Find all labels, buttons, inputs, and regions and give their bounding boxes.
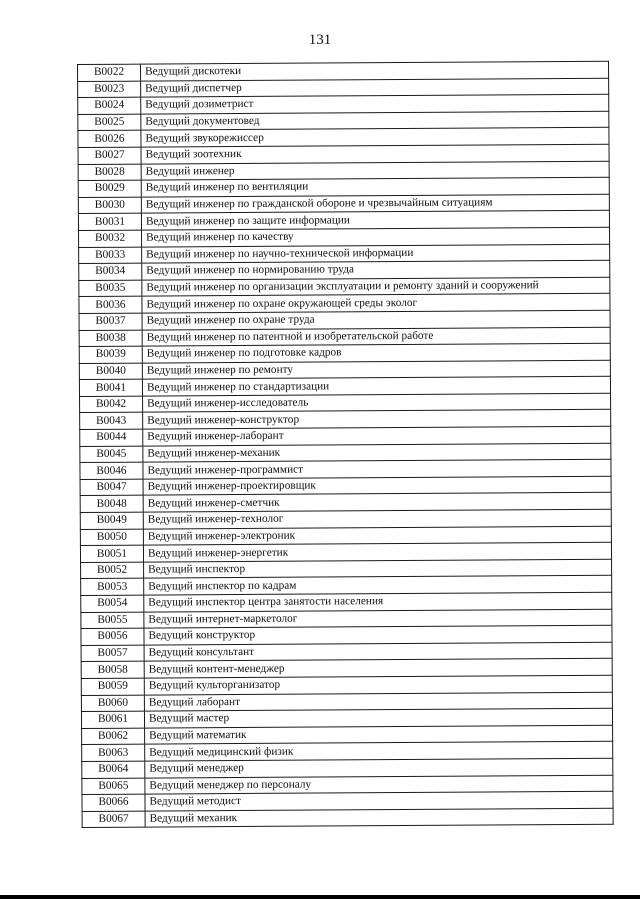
position-title: Ведущий инженер [141, 161, 609, 180]
position-title: Ведущий инженер-лаборант [143, 426, 611, 445]
position-title: Ведущий медицинский физик [145, 742, 613, 761]
position-code: В0060 [81, 695, 144, 712]
position-code: В0043 [80, 413, 143, 430]
position-code: В0052 [81, 562, 144, 579]
position-title: Ведущий конструктор [144, 625, 612, 644]
position-code: В0049 [80, 512, 143, 529]
position-code: В0044 [80, 429, 143, 446]
position-code: В0033 [79, 247, 142, 264]
position-code: В0047 [80, 479, 143, 496]
position-title: Ведущий инженер по нормированию труда [142, 260, 610, 279]
position-code: В0031 [78, 213, 141, 230]
position-code: В0038 [79, 330, 142, 347]
position-code: В0050 [80, 529, 143, 546]
position-title: Ведущий инженер по охране труда [142, 310, 610, 329]
position-code: В0059 [81, 678, 144, 695]
position-code: В0056 [81, 628, 144, 645]
position-table-body [78, 61, 614, 828]
position-title: Ведущий инженер-проектировщик [143, 476, 611, 495]
position-table-wrapper [77, 61, 614, 829]
table-row [82, 808, 613, 828]
position-code: В0061 [81, 711, 144, 728]
position-title: Ведущий инженер-сметчик [143, 493, 611, 512]
position-code: В0058 [81, 661, 144, 678]
position-code: В0035 [79, 280, 142, 297]
position-title: Ведущий инженер по охране окружающей среды эколог [142, 294, 610, 313]
position-title: Ведущий инженер по стандартизации [142, 377, 610, 396]
position-code: В0026 [78, 130, 141, 147]
position-code: В0051 [80, 545, 143, 562]
position-title: Ведущий лаборант [144, 692, 612, 711]
position-title: Ведущий инженер по защите информации [141, 211, 609, 230]
position-code: В0040 [79, 363, 142, 380]
position-title: Ведущий инженер по вентиляции [141, 177, 609, 196]
position-code: В0064 [82, 761, 145, 778]
position-code: В0025 [78, 114, 141, 131]
position-code: В0053 [81, 579, 144, 596]
position-code: В0034 [79, 263, 142, 280]
position-code: В0027 [78, 147, 141, 164]
position-title: Ведущий инженер по патентной и изобретательской работе [142, 327, 610, 346]
position-title: Ведущий диспетчер [141, 78, 609, 97]
position-title: Ведущий зоотехник [141, 144, 609, 163]
position-title: Ведущий инженер по качеству [142, 227, 610, 246]
position-code: В0022 [78, 64, 141, 81]
position-title: Ведущий инженер-технолог [143, 509, 611, 528]
position-title: Ведущий инженер-энергетик [143, 542, 611, 561]
position-code: В0024 [78, 97, 141, 114]
position-title: Ведущий менеджер [145, 758, 613, 777]
position-code: В0023 [78, 81, 141, 98]
position-code: В0046 [80, 462, 143, 479]
position-title: Ведущий контент-менеджер [144, 659, 612, 678]
position-title: Ведущий инспектор центра занятости населения [144, 592, 612, 611]
position-code: В0029 [78, 180, 141, 197]
position-code: В0054 [81, 595, 144, 612]
position-code: В0045 [80, 446, 143, 463]
position-title: Ведущий дискотеки [141, 61, 609, 80]
position-title: Ведущий инженер по организации эксплуатации и ремонту зданий и сооружений [142, 277, 610, 296]
position-code: В0032 [79, 230, 142, 247]
position-code: В0062 [82, 728, 145, 745]
position-title: Ведущий мастер [144, 708, 612, 727]
position-table [77, 61, 614, 829]
position-title: Ведущий инженер-электроник [143, 526, 611, 545]
position-code: В0042 [80, 396, 143, 413]
position-title: Ведущий консультант [144, 642, 612, 661]
position-title: Ведущий дозиметрист [141, 94, 609, 113]
position-title: Ведущий менеджер по персоналу [145, 775, 613, 794]
position-code: В0067 [82, 811, 145, 828]
position-code: В0063 [82, 744, 145, 761]
position-code: В0030 [78, 197, 141, 214]
position-title: Ведущий культорганизатор [144, 675, 612, 694]
scan-edge [0, 895, 640, 899]
position-title: Ведущий инженер по гражданской обороне и чрезвычайным ситуациям [141, 194, 609, 213]
position-title: Ведущий документовед [141, 111, 609, 130]
position-code: В0037 [79, 313, 142, 330]
position-title: Ведущий инженер-механик [143, 443, 611, 462]
position-code: В0065 [82, 778, 145, 795]
position-code: В0028 [78, 164, 141, 181]
position-title: Ведущий инженер-конструктор [143, 410, 611, 429]
position-title: Ведущий методист [145, 791, 613, 810]
position-title: Ведущий инженер-программист [143, 459, 611, 478]
page-number: 131 [308, 32, 332, 48]
position-title: Ведущий инспектор [144, 559, 612, 578]
position-code: В0057 [81, 645, 144, 662]
position-code: В0039 [79, 346, 142, 363]
position-title: Ведущий инженер-исследователь [143, 393, 611, 412]
position-title: Ведущий механик [145, 808, 613, 827]
position-code: В0041 [79, 379, 142, 396]
position-title: Ведущий звукорежиссер [141, 128, 609, 147]
position-title: Ведущий математик [145, 725, 613, 744]
position-code: В0066 [82, 794, 145, 811]
position-title: Ведущий инженер по научно-технической информации [142, 244, 610, 263]
position-title: Ведущий инспектор по кадрам [144, 576, 612, 595]
position-code: В0048 [80, 496, 143, 513]
position-code: В0055 [81, 612, 144, 629]
position-title: Ведущий интернет-маркетолог [144, 609, 612, 628]
position-code: В0036 [79, 296, 142, 313]
position-title: Ведущий инженер по подготовке кадров [142, 343, 610, 362]
position-title: Ведущий инженер по ремонту [142, 360, 610, 379]
